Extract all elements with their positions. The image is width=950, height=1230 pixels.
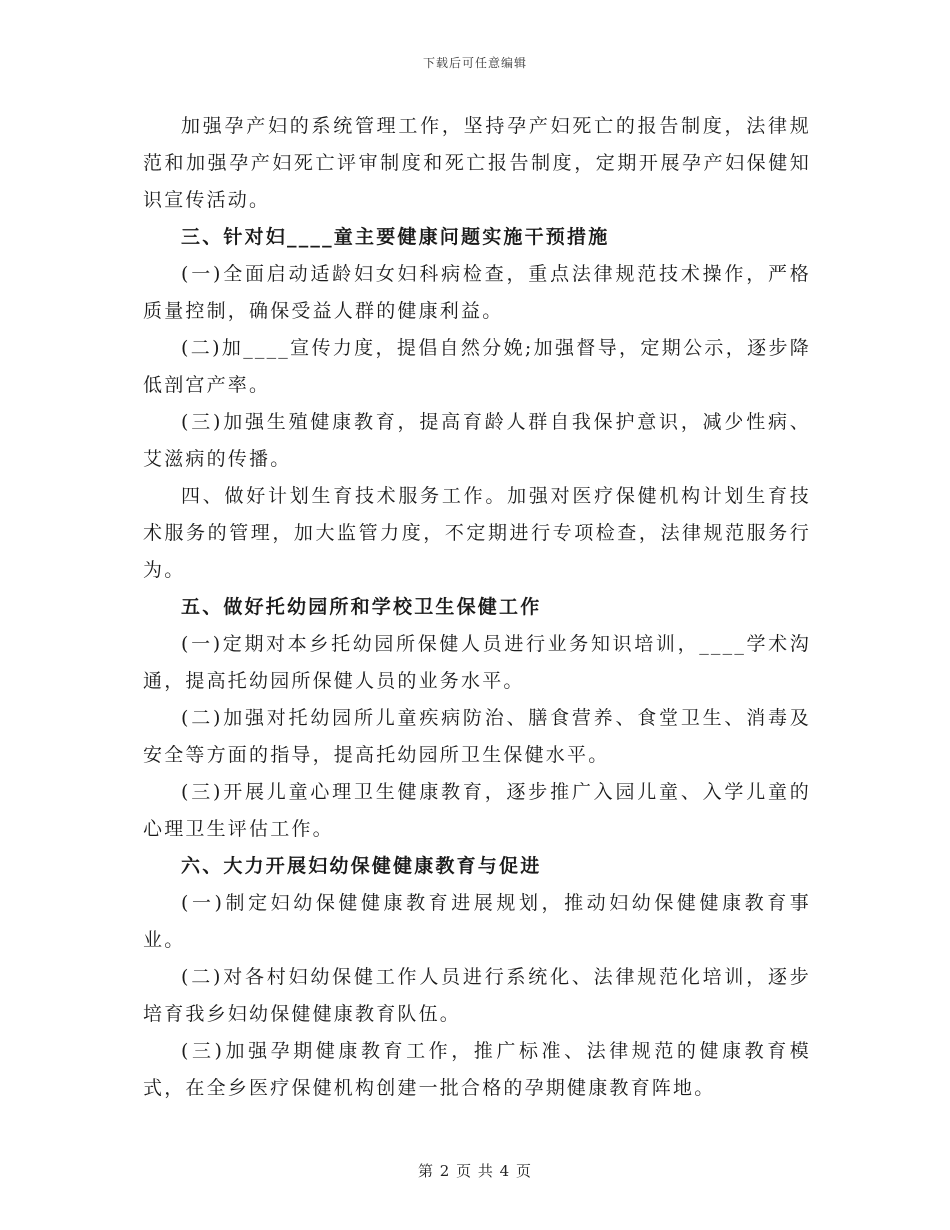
paragraph-5-2: (二)加强对托幼园所儿童疾病防治、膳食营养、食堂卫生、消毒及安全等方面的指导，提高托幼园所卫生保健水平。 — [143, 707, 811, 766]
paragraph-3-3: (三)加强生殖健康教育，提高育龄人群自我保护意识，减少性病、艾滋病的传播。 — [143, 411, 811, 470]
document-body — [143, 108, 811, 1107]
page-header-note: 下载后可任意编辑 — [422, 56, 527, 70]
paragraph-6-1: (一)制定妇幼保健健康教育进展规划，推动妇幼保健健康教育事业。 — [143, 892, 811, 951]
section-heading-6: 六、大力开展妇幼保健健康教育与促进 — [181, 855, 542, 877]
paragraph-6-2: (二)对各村妇幼保健工作人员进行系统化、法律规范化培训，逐步培育我乡妇幼保健健康教育队伍。 — [143, 966, 811, 1025]
section-heading-3: 三、针对妇____童主要健康问题实施干预措施 — [181, 226, 610, 248]
paragraph-5-3: (三)开展儿童心理卫生健康教育，逐步推广入园儿童、入学儿童的心理卫生评估工作。 — [143, 781, 811, 840]
paragraph-3-2: (二)加____宣传力度，提倡自然分娩;加强督导，定期公示，逐步降低剖宫产率。 — [143, 337, 811, 396]
paragraph-6-3: (三)加强孕期健康教育工作，推广标准、法律规范的健康教育模式，在全乡医疗保健机构创建一批合格的孕期健康教育阵地。 — [143, 1040, 811, 1099]
paragraph-3-1: (一)全面启动适龄妇女妇科病检查，重点法律规范技术操作，严格质量控制，确保受益人群的健康利益。 — [143, 263, 811, 322]
page-number: 第 2 页 共 4 页 — [418, 1162, 532, 1180]
paragraph-5-1: (一)定期对本乡托幼园所保健人员进行业务知识培训，____学术沟通，提高托幼园所保健人员的业务水平。 — [143, 633, 811, 692]
paragraph-1: 加强孕产妇的系统管理工作，坚持孕产妇死亡的报告制度，法律规范和加强孕产妇死亡评审制度和死亡报告制度，定期开展孕产妇保健知识宣传活动。 — [143, 115, 811, 211]
section-heading-5: 五、做好托幼园所和学校卫生保健工作 — [181, 596, 542, 618]
paragraph-4: 四、做好计划生育技术服务工作。加强对医疗保健机构计划生育技术服务的管理，加大监管力度，不定期进行专项检查，法律规范服务行为。 — [143, 485, 811, 581]
